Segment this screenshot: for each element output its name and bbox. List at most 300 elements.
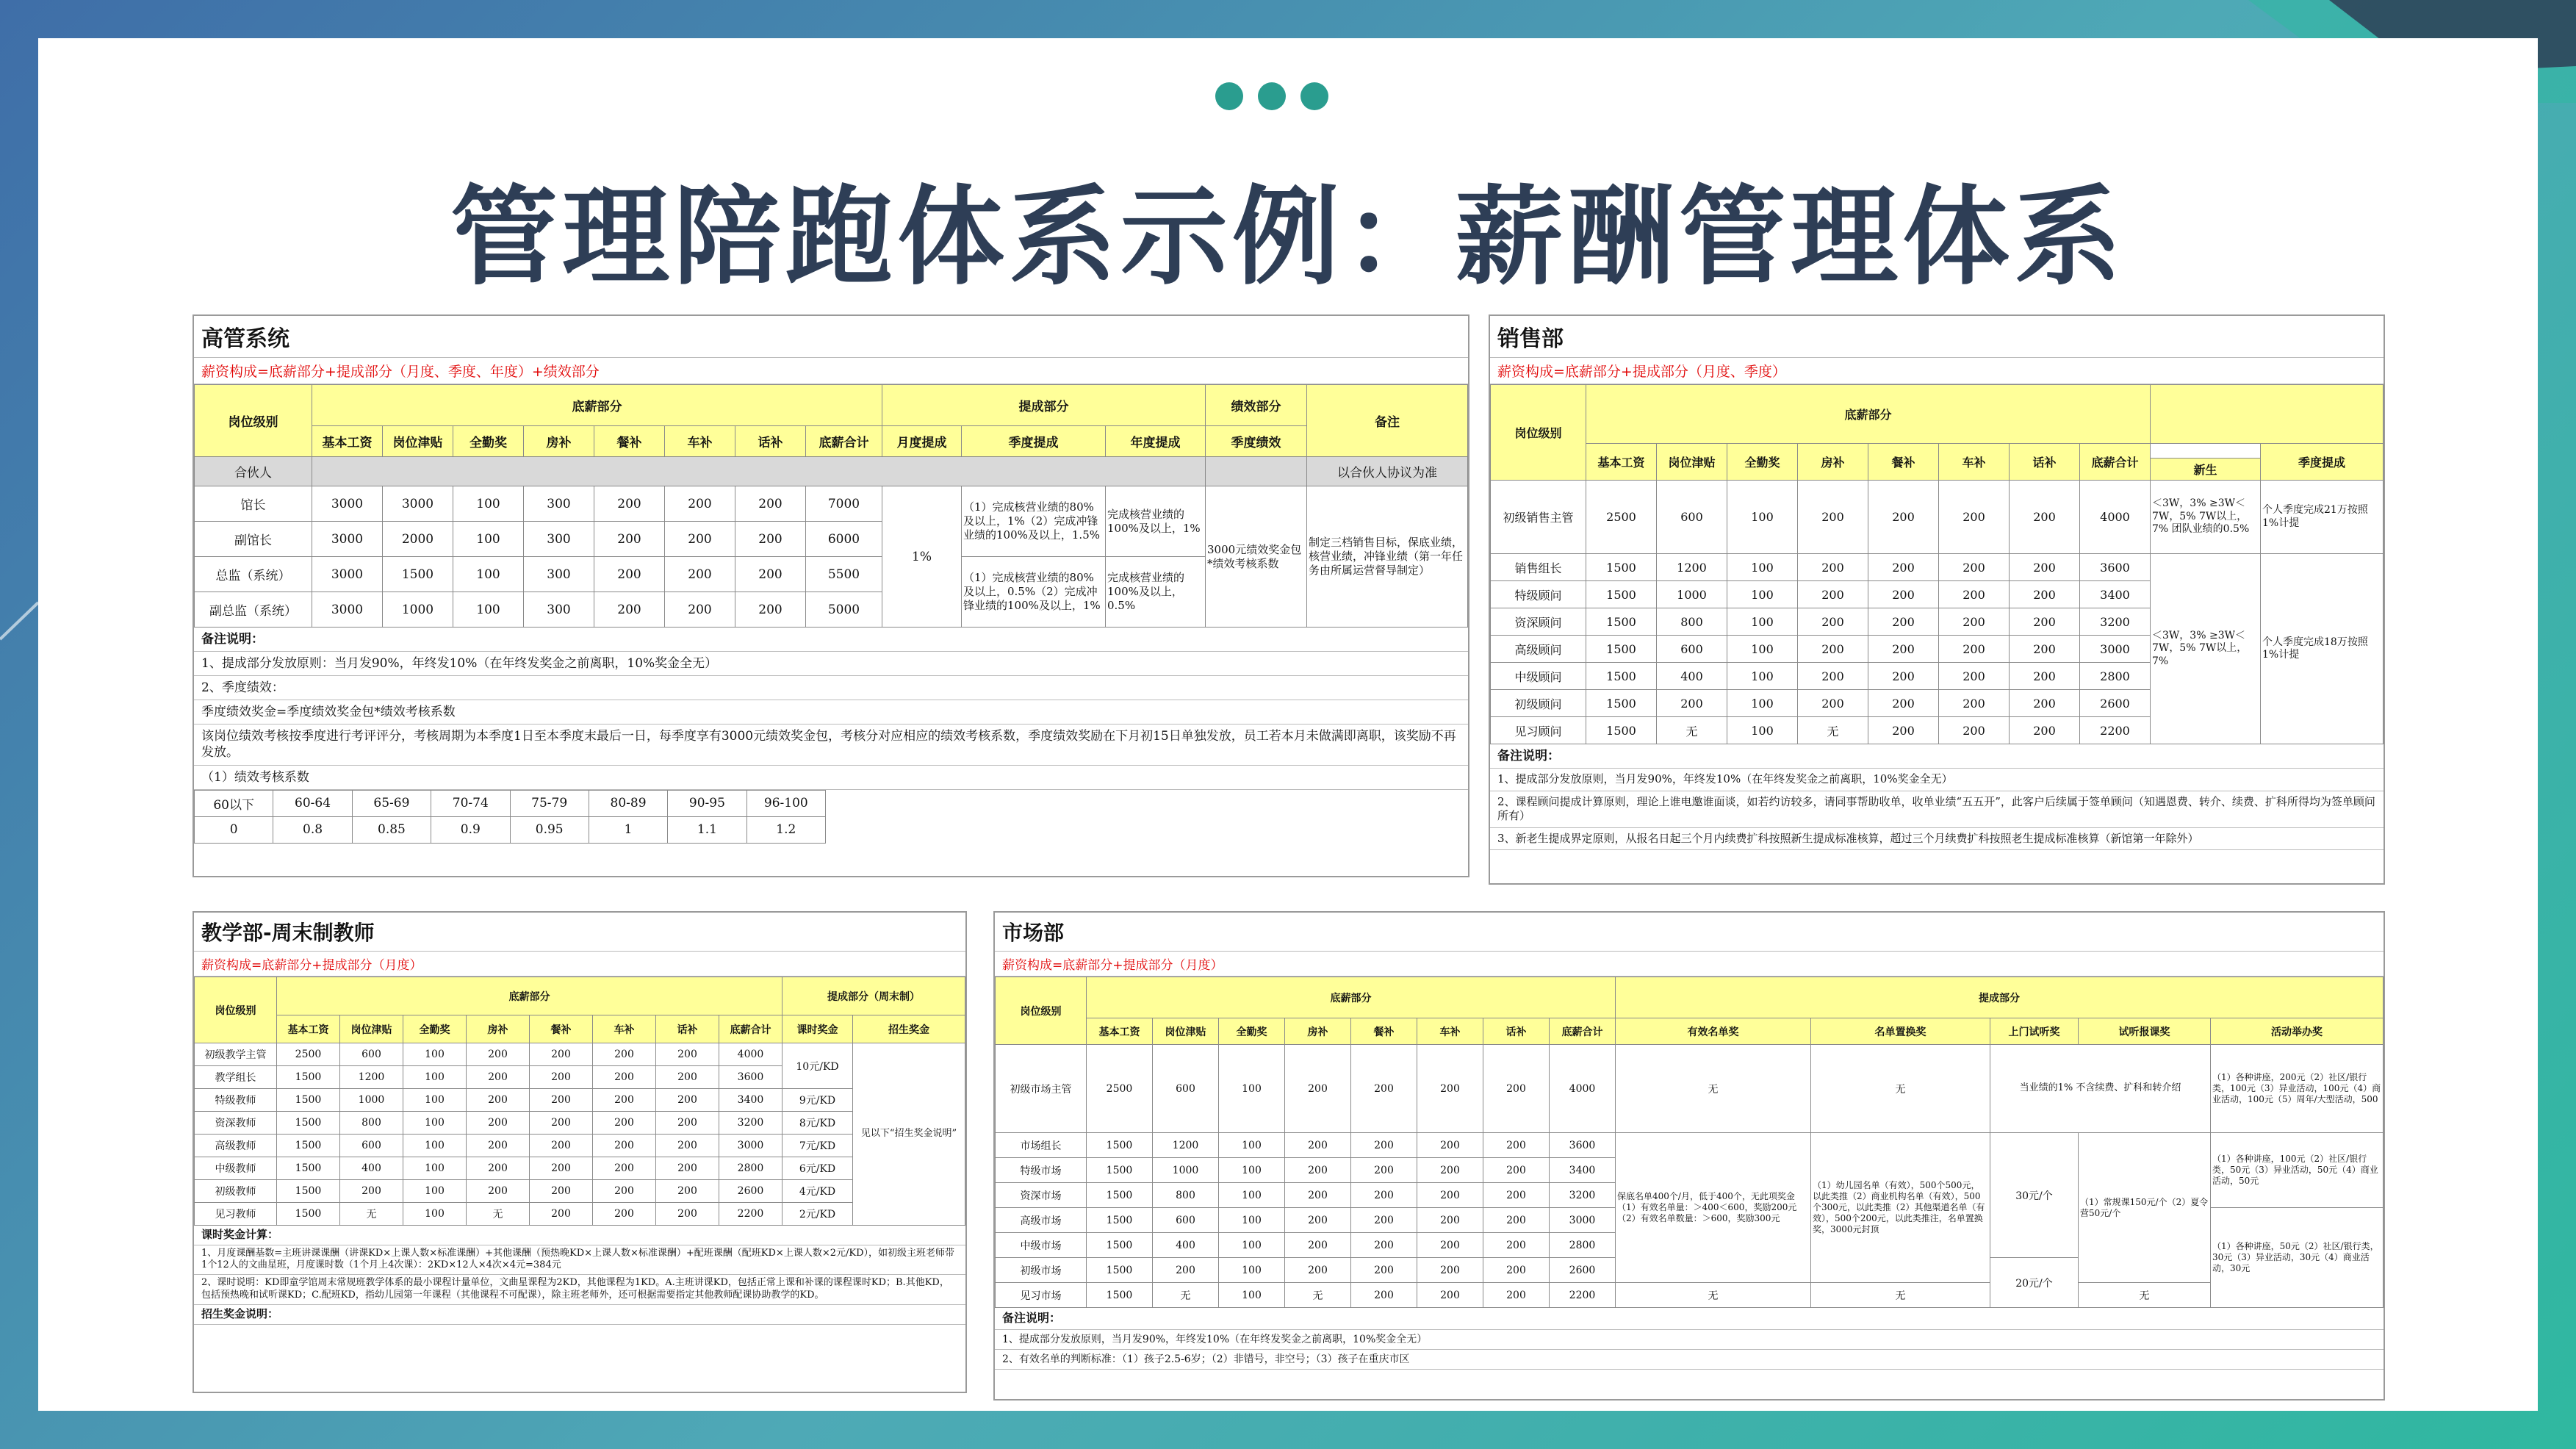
exec-note: 2、季度绩效：: [194, 676, 1468, 700]
dot-icon: [1300, 82, 1328, 110]
cell: 200: [593, 1180, 656, 1203]
cell: 0.9: [431, 816, 510, 843]
dot-icon: [1258, 82, 1286, 110]
header-cell: 餐补: [594, 426, 665, 457]
cell: 无: [467, 1203, 530, 1226]
cell: 2000: [383, 522, 453, 557]
cell: 200: [656, 1203, 719, 1226]
cell: 教学组长: [195, 1066, 277, 1089]
cell: 200: [656, 1112, 719, 1135]
cell: 200: [1285, 1208, 1351, 1233]
cell: 200: [530, 1089, 593, 1112]
cell: 600: [340, 1043, 403, 1066]
cell: 200: [665, 557, 735, 592]
cell: 200: [1417, 1045, 1483, 1133]
cell: 2600: [1550, 1258, 1616, 1283]
cell: 1200: [340, 1066, 403, 1089]
cell: 3000: [312, 486, 383, 522]
cell: 0: [195, 816, 273, 843]
cell: 2200: [719, 1203, 782, 1226]
cell: 2600: [2080, 690, 2151, 717]
cell: 200: [1939, 608, 2010, 636]
teach-formula: 薪资构成=底薪部分+提成部分（月度）: [194, 952, 965, 977]
header-cell: 基本工资: [1087, 1018, 1153, 1045]
cell: 高级市场: [996, 1208, 1087, 1233]
quarterly-commission: （1）完成核营业绩的80%及以上，0.5%（2）完成冲锋业绩的100%及以上，1%: [962, 557, 1106, 628]
cell: 200: [2010, 690, 2080, 717]
cell: 200: [665, 522, 735, 557]
visit-bonus: 30元/个: [1990, 1133, 2079, 1258]
cell: 200: [735, 592, 806, 628]
cell: 200: [1483, 1233, 1550, 1258]
header-commission: 提成部分: [882, 385, 1206, 426]
cell: 200: [530, 1066, 593, 1089]
cell: 400: [340, 1157, 403, 1180]
cell: 200: [594, 592, 665, 628]
cell: 无: [1811, 1283, 1990, 1308]
header-cell: 活动举办奖: [2211, 1018, 2383, 1045]
cell: 2200: [2080, 717, 2151, 744]
cell: 200: [1285, 1045, 1351, 1133]
cell: 200: [2010, 663, 2080, 690]
cell: 100: [1727, 608, 1798, 636]
cell: 96-100: [746, 790, 825, 816]
cell: 200: [1483, 1045, 1550, 1133]
cell: 1: [589, 816, 667, 843]
cell: 200: [1868, 717, 1939, 744]
cell: 中级顾问: [1491, 663, 1586, 690]
cell: 中级教师: [195, 1157, 277, 1180]
market-notes-title: 备注说明：: [995, 1308, 2383, 1330]
header-cell: 试听报课奖: [2079, 1018, 2211, 1045]
header-cell: 岗位津贴: [1657, 444, 1727, 481]
cell: 200: [530, 1157, 593, 1180]
cell: 3000: [312, 557, 383, 592]
cell: 200: [1351, 1233, 1417, 1258]
cell: 100: [1219, 1208, 1285, 1233]
cell: 1500: [1087, 1183, 1153, 1208]
cell: 6元/KD: [782, 1157, 853, 1180]
cell: 200: [1798, 608, 1868, 636]
cell: 200: [594, 486, 665, 522]
cell: 7000: [806, 486, 882, 522]
cell: 200: [1285, 1258, 1351, 1283]
header-cell: 底薪合计: [806, 426, 882, 457]
header-cell: 季度提成: [962, 426, 1106, 457]
cell: 资深教师: [195, 1112, 277, 1135]
cell: 200: [1351, 1283, 1417, 1308]
header-cell: 车补: [593, 1015, 656, 1043]
cell: 2500: [1087, 1045, 1153, 1133]
cell: 100: [403, 1157, 467, 1180]
cell: 3400: [719, 1089, 782, 1112]
quarter-commission: 个人季度完成18万按照1%计提: [2261, 554, 2383, 744]
exec-table: [194, 384, 1468, 628]
cell: 200: [1417, 1208, 1483, 1233]
sales-panel: [1489, 314, 2385, 885]
cell: 300: [524, 522, 594, 557]
cell: 2200: [1550, 1283, 1616, 1308]
cell: 200: [1657, 690, 1727, 717]
cell: 200: [1798, 481, 1868, 554]
cell: 200: [1351, 1183, 1417, 1208]
header-cell: 课时奖金: [782, 1015, 853, 1043]
cell: 100: [403, 1203, 467, 1226]
cell: 100: [453, 557, 524, 592]
market-note: 1、提成部分发放原则，当月发90%，年终发10%（在年终发奖金之前离职，10%奖金全无）: [995, 1330, 2383, 1350]
trial-bonus: 当业绩的1% 不含续费、扩科和转介绍: [1990, 1045, 2211, 1133]
cell: 4000: [1550, 1045, 1616, 1133]
cell: 3000: [312, 592, 383, 628]
cell: 200: [593, 1043, 656, 1066]
cell: 200: [1868, 608, 1939, 636]
cell: 200: [1483, 1258, 1550, 1283]
cell: 2800: [2080, 663, 2151, 690]
cell: 见习市场: [996, 1283, 1087, 1308]
cell: 无: [1798, 717, 1868, 744]
header-cell: 全勤奖: [1727, 444, 1798, 481]
cell: 200: [1351, 1208, 1417, 1233]
cell: 200: [1868, 554, 1939, 581]
market-note: 2、有效名单的判断标准：（1）孩子2.5-6岁；（2）非错号，非空号；（3）孩子在重庆市区: [995, 1350, 2383, 1370]
monthly-commission: 1%: [882, 486, 962, 628]
cell: 3400: [2080, 581, 2151, 608]
header-remark: 备注: [1307, 385, 1468, 457]
cell: 特级顾问: [1491, 581, 1586, 608]
market-formula: 薪资构成=底薪部分+提成部分（月度）: [995, 952, 2383, 977]
cell: 8元/KD: [782, 1112, 853, 1135]
cell: 200: [656, 1066, 719, 1089]
cell: 200: [530, 1112, 593, 1135]
header-cell: 年度提成: [1106, 426, 1206, 457]
cell: 无: [1616, 1045, 1811, 1133]
header-cell: 底薪合计: [2080, 444, 2151, 481]
cell: 1500: [1087, 1283, 1153, 1308]
cell: 4000: [2080, 481, 2151, 554]
cell: 200: [1798, 636, 1868, 663]
cell: 7元/KD: [782, 1135, 853, 1157]
cell: 100: [1727, 690, 1798, 717]
cell: 初级销售主管: [1491, 481, 1586, 554]
cell: 100: [403, 1112, 467, 1135]
cell: 200: [2010, 581, 2080, 608]
cell: 400: [1657, 663, 1727, 690]
cell: 100: [403, 1135, 467, 1157]
market-title: 市场部: [995, 913, 2383, 952]
teach-calc-note: 2、课时说明：KD即童学馆周末常规班教学体系的最小课程计量单位，文曲星课程为2KD，其他课程为1KD。A.主班讲课KD，包括正常上课和补课的课程课时KD；B.其他KD，包括预热晚和试听课KD；C.配班KD，指幼儿园第一年课程（其他课程不可配课），除主班老师外，还可根据需要指定其他教师配课协助教学的KD。: [194, 1275, 965, 1305]
table-row: [195, 1043, 965, 1066]
cell: 0.85: [352, 816, 431, 843]
cell: 800: [1657, 608, 1727, 636]
cell: 1500: [277, 1203, 340, 1226]
cell: 200: [593, 1135, 656, 1157]
table-row: [195, 1157, 965, 1180]
cell: 1500: [383, 557, 453, 592]
exec-note: 1、提成部分发放原则：当月发90%，年终发10%（在年终发奖金之前离职，10%奖金全无）: [194, 652, 1468, 676]
cell: 无: [1153, 1283, 1219, 1308]
cell: 200: [656, 1157, 719, 1180]
cell: 200: [593, 1203, 656, 1226]
sales-table: [1490, 384, 2383, 744]
new-student-rate: ＜3W，3% ≥3W＜7W，5% 7W以上，7% 团队业绩的0.5%: [2151, 481, 2261, 554]
cell: 200: [593, 1112, 656, 1135]
coef-table: [194, 790, 826, 844]
header-cell: 房补: [1798, 444, 1868, 481]
cell: 200: [2010, 481, 2080, 554]
cell: 200: [340, 1180, 403, 1203]
cell: 2500: [277, 1043, 340, 1066]
cell: 200: [1939, 717, 2010, 744]
market-panel: [993, 911, 2385, 1401]
cell: 200: [1285, 1158, 1351, 1183]
cell: 100: [1727, 581, 1798, 608]
cell: 10元/KD: [782, 1043, 853, 1089]
cell: 200: [665, 592, 735, 628]
header-cell: 全勤奖: [403, 1015, 467, 1043]
cell: 600: [1657, 481, 1727, 554]
cell: 总监（系统）: [195, 557, 312, 592]
header-base: 底薪部分: [1087, 977, 1616, 1018]
table-row: [195, 1180, 965, 1203]
header-cell: 上门试听奖: [1990, 1018, 2079, 1045]
cell: 3000: [719, 1135, 782, 1157]
cell: 200: [665, 486, 735, 522]
cell: 100: [1219, 1183, 1285, 1208]
cell: 200: [467, 1112, 530, 1135]
header-cell: 招生奖金: [853, 1015, 965, 1043]
sales-formula: 薪资构成=底薪部分+提成部分（月度、季度）: [1490, 358, 2383, 384]
teach-calc-title: 课时奖金计算：: [194, 1226, 965, 1245]
cell: 5500: [806, 557, 882, 592]
teach-calc-note: 1、月度课酬基数=主班讲课课酬（讲课KD×上课人数×标准课酬）+其他课酬（预热晚KD×上课人数×标准课酬）+配班课酬（配班KD×上课人数×2元/KD），如初级主班老师带1个12人的文曲星班，月度课时数（1个月上4次课）：2KD×12人×4次×4元=384元: [194, 1245, 965, 1276]
cell: 200: [1351, 1133, 1417, 1158]
exec-note: 季度绩效奖金=季度绩效奖金包*绩效考核系数: [194, 700, 1468, 724]
cell: 100: [1727, 481, 1798, 554]
cell: 高级顾问: [1491, 636, 1586, 663]
cell: 馆长: [195, 486, 312, 522]
cell: 200: [1351, 1045, 1417, 1133]
cell: 200: [1417, 1158, 1483, 1183]
sales-title: 销售部: [1490, 316, 2383, 358]
cell: 400: [1153, 1233, 1219, 1258]
exec-formula: 薪资构成=底薪部分+提成部分（月度、季度、年度）+绩效部分: [194, 358, 1468, 384]
teach-panel: [193, 911, 967, 1393]
cell: 1500: [1087, 1233, 1153, 1258]
cell: 3600: [1550, 1133, 1616, 1158]
cell: 1500: [1087, 1133, 1153, 1158]
cell: 无: [2079, 1283, 2211, 1308]
header-cell: 月度提成: [882, 426, 962, 457]
cell: 200: [1868, 581, 1939, 608]
cell: 4000: [719, 1043, 782, 1066]
cell: 200: [1417, 1258, 1483, 1283]
cell: 5000: [806, 592, 882, 628]
cell: 200: [1868, 663, 1939, 690]
cell: 特级市场: [996, 1158, 1087, 1183]
cell: 200: [1939, 554, 2010, 581]
title-dots: [1215, 82, 1328, 110]
cell: 见习教师: [195, 1203, 277, 1226]
cell: 1500: [1586, 636, 1657, 663]
cell: 无: [1811, 1045, 1990, 1133]
sales-note: 1、提成部分发放原则，当月发90%，年终发10%（在年终发奖金之前离职，10%奖金全无）: [1490, 769, 2383, 791]
visit-bonus: 20元/个: [1990, 1258, 2079, 1308]
cell: 0.8: [273, 816, 352, 843]
signup-bonus: （1）常规课150元/个（2）夏令营50元/个: [2079, 1133, 2211, 1283]
cell: 200: [1483, 1158, 1550, 1183]
table-row: [195, 1203, 965, 1226]
cell: 无: [1616, 1283, 1811, 1308]
cell: 60以下: [195, 790, 273, 816]
cell: 中级市场: [996, 1233, 1087, 1258]
annual-commission: 完成核营业绩的100%及以上，0.5%: [1106, 557, 1206, 628]
cell: 初级教师: [195, 1180, 277, 1203]
cell: 200: [656, 1180, 719, 1203]
header-cell: 车补: [1939, 444, 2010, 481]
cell: 销售组长: [1491, 554, 1586, 581]
cell: 1500: [277, 1180, 340, 1203]
cell: 200: [1351, 1158, 1417, 1183]
header-cell: 季度绩效: [1206, 426, 1307, 457]
market-table: [995, 977, 2383, 1308]
cell: 2800: [719, 1157, 782, 1180]
cell: 特级教师: [195, 1089, 277, 1112]
cell: 副馆长: [195, 522, 312, 557]
cell: 6000: [806, 522, 882, 557]
table-row: [195, 1112, 965, 1135]
cell: 1500: [1087, 1208, 1153, 1233]
header-cell: 全勤奖: [453, 426, 524, 457]
cell: 200: [2010, 554, 2080, 581]
table-row: [996, 1045, 2383, 1133]
partner-remark: 以合伙人协议为准: [1307, 457, 1468, 486]
cell: 200: [1939, 663, 2010, 690]
cell: 100: [1219, 1233, 1285, 1258]
cell: 200: [1417, 1183, 1483, 1208]
cell: 200: [656, 1043, 719, 1066]
cell: 200: [1417, 1133, 1483, 1158]
cell: 200: [593, 1089, 656, 1112]
quarterly-commission: （1）完成核营业绩的80%及以上，1%（2）完成冲锋业绩的100%及以上，1.5%: [962, 486, 1106, 557]
cell: 初级教学主管: [195, 1043, 277, 1066]
cell: 300: [524, 557, 594, 592]
header-cell: 房补: [524, 426, 594, 457]
cell: 200: [530, 1203, 593, 1226]
header-cell: 餐补: [530, 1015, 593, 1043]
cell: 1200: [1153, 1133, 1219, 1158]
cell: 1000: [340, 1089, 403, 1112]
table-row: [1491, 481, 2383, 554]
cell: 4元/KD: [782, 1180, 853, 1203]
header-cell: 名单置换奖: [1811, 1018, 1990, 1045]
header-cell: 季度提成: [2261, 444, 2383, 481]
list-swap-bonus: （1）幼儿园名单（有效），500个500元，以此类推（2）商业机构名单（有效），500个300元，以此类推（2）其他渠道名单（有效），500个200元，以此类推注，名单置换奖，3000元封顶: [1811, 1133, 1990, 1283]
header-cell: 底薪合计: [719, 1015, 782, 1043]
cell: 3000: [1550, 1208, 1616, 1233]
cell: 1500: [1586, 554, 1657, 581]
cell: 100: [1727, 717, 1798, 744]
cell: 1500: [1586, 581, 1657, 608]
cell: 200: [735, 486, 806, 522]
header-level: 岗位级别: [1491, 385, 1586, 481]
cell: 60-64: [273, 790, 352, 816]
exec-title: 高管系统: [194, 316, 1468, 358]
cell: 3200: [1550, 1183, 1616, 1208]
activity-bonus: （1）各种讲座，200元（2）社区/银行类，100元（3）异业活动，100元（4）商业活动，100元（5）周年/大型活动，500: [2211, 1045, 2383, 1133]
cell: 1200: [1657, 554, 1727, 581]
cell: 200: [1285, 1233, 1351, 1258]
cell: 100: [1219, 1045, 1285, 1133]
header-base: 底薪部分: [312, 385, 882, 426]
cell: 1.2: [746, 816, 825, 843]
cell: 200: [1939, 636, 2010, 663]
cell: 200: [530, 1180, 593, 1203]
cell: 100: [453, 592, 524, 628]
header-commission: 提成部分: [1616, 977, 2383, 1018]
cell: 70-74: [431, 790, 510, 816]
cell: 无: [340, 1203, 403, 1226]
cell: 200: [1798, 554, 1868, 581]
dot-icon: [1215, 82, 1243, 110]
annual-commission: 完成核营业绩的100%及以上，1%: [1106, 486, 1206, 557]
cell: 初级市场: [996, 1258, 1087, 1283]
cell: 3600: [719, 1066, 782, 1089]
cell: 2500: [1586, 481, 1657, 554]
header-cell: 房补: [467, 1015, 530, 1043]
cell: 3600: [2080, 554, 2151, 581]
quarterly-perf: 3000元绩效奖金包*绩效考核系数: [1206, 486, 1307, 628]
table-row: [195, 1089, 965, 1112]
cell: 200: [735, 522, 806, 557]
cell: 200: [467, 1066, 530, 1089]
cell: 600: [1153, 1208, 1219, 1233]
cell: 副总监（系统）: [195, 592, 312, 628]
cell: 200: [593, 1157, 656, 1180]
cell: 600: [340, 1135, 403, 1157]
cell: 65-69: [352, 790, 431, 816]
cell: 200: [1483, 1283, 1550, 1308]
cell: 无: [1657, 717, 1727, 744]
cell: 1000: [1153, 1158, 1219, 1183]
cell: 200: [594, 522, 665, 557]
header-cell: 基本工资: [277, 1015, 340, 1043]
header-cell: 底薪合计: [1550, 1018, 1616, 1045]
cell: 市场组长: [996, 1133, 1087, 1158]
sales-note: 3、新老生提成界定原则，从报名日起三个月内续费扩科按照新生提成标准核算，超过三个月续费扩科按照老生提成标准核算（新馆第一年除外）: [1490, 828, 2383, 851]
cell: 300: [524, 486, 594, 522]
header-base: 底薪部分: [1586, 385, 2151, 444]
valid-list-bonus: 保底名单400个/月，低于400个，无此项奖金（1）有效名单量：＞400＜600，奖励200元（2）有效名单数量：＞600，奖励300元: [1616, 1133, 1811, 1283]
cell: 100: [453, 522, 524, 557]
header-base: 底薪部分: [277, 977, 782, 1015]
cell: 1500: [277, 1089, 340, 1112]
cell: 1500: [1586, 608, 1657, 636]
cell: 800: [340, 1112, 403, 1135]
cell: 200: [593, 1066, 656, 1089]
header-level: 岗位级别: [195, 385, 312, 457]
cell: 80-89: [589, 790, 667, 816]
cell: 200: [2010, 717, 2080, 744]
quarter-commission: 个人季度完成21万按照1%计提: [2261, 481, 2383, 554]
exec-note: 该岗位绩效考核按季度进行考评评分，考核周期为本季度1日至本季度末最后一日，每季度享有3000元绩效奖金包，考核分对应相应的绩效考核系数，季度绩效奖励在下月初15日单独发放，员工若本月未做满即离职，该奖励不再发放。: [194, 724, 1468, 765]
cell: 200: [1868, 636, 1939, 663]
header-cell: 话补: [2010, 444, 2080, 481]
cell: 2800: [1550, 1233, 1616, 1258]
cell: 初级市场主管: [996, 1045, 1087, 1133]
cell: 200: [530, 1043, 593, 1066]
cell: 1.1: [668, 816, 746, 843]
cell: 100: [403, 1180, 467, 1203]
